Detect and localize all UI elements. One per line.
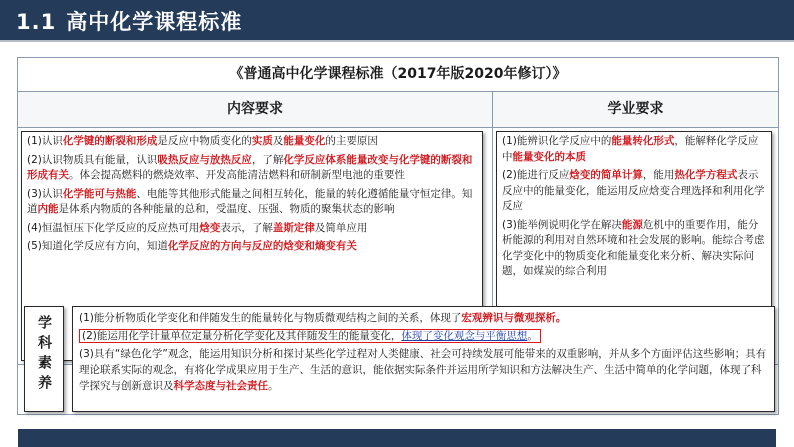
content-item-4: (4)恒温恒压下化学反应的反应热可用焓变表示，了解盖斯定律及简单应用 [27, 221, 368, 234]
content-item-2: (2)认识物质具有能量，认识吸热反应与放热反应，了解化学反应体系能量改变与化学键的断裂和形成有关。体会提高燃料的燃烧效率、开发高能清洁燃料和研制新型电池的重要性 [27, 153, 473, 181]
literacy-item-3: (3)具有“绿色化学”观念，能运用知识分析和探讨某些化学过程对人类健康、社会可持续发展可能带来的双重影响，并从多个方面评估这些影响；具有理论联系实际的观念，有将化学成果应用于生产、生活的意识，能依据实际条件并运用所学知识和方法解决生产、生活中简单的化学问题，体现了科学探究与创新意识及科学态度与社会责任。 [79, 348, 767, 392]
academic-item-3: (3)能举例说明化学在解决能源危机中的重要作用，能分析能源的利用对自然环境和社会发展的影响。能综合考虑化学变化中的物质变化和能量变化来分析、解决实际问题，如煤炭的综合利用 [502, 218, 765, 277]
page-header [0, 0, 794, 40]
literacy-content-box [72, 306, 775, 412]
literacy-label-box [24, 306, 64, 412]
academic-item-1: (1)能辨识化学反应中的能量转化形式，能解释化学反应中能量变化的本质 [502, 135, 759, 163]
literacy-item-2-frame: (2)能运用化学计量单位定量分析化学变化及其伴随发生的能量变化，体现了变化观念与平衡思想。 [79, 329, 541, 343]
academic-item-2: (2)能进行反应焓变的简单计算，能用热化学方程式表示反应中的能量变化，能运用反应焓变合理选择和利用化学反应 [502, 169, 765, 212]
page-title [16, 6, 242, 36]
section-title: 高中化学课程标准 [66, 10, 243, 34]
literacy-item-2 [79, 328, 768, 344]
content-item-3: (3)认识化学能可与热能、电能等其他形式能量之间相互转化，能量的转化遵循能量守恒定律。知道内能是体系内物质的各种能量的总和，受温度、压强、物质的聚集状态的影响 [27, 187, 473, 215]
content-item-5: (5)知道化学反应有方向，知道化学反应的方向与反应的焓变和熵变有关 [27, 240, 357, 252]
literacy-item-1: (1)能分析物质化学变化和伴随发生的能量转化与物质微观结构之间的关系，体现了宏观辨识与微观探析。 [79, 312, 567, 324]
column-header-academic: 学业要求 [493, 92, 778, 128]
content-item-1: (1)认识化学键的断裂和形成是反应中物质变化的实质及能量变化的主要原因 [27, 135, 378, 147]
literacy-label: 学科素养 [36, 315, 52, 395]
column-header-content: 内容要求 [18, 92, 493, 128]
table-title: 《普通高中化学课程标准（2017年版2020年修订）》 [18, 58, 778, 92]
header-divider [0, 40, 794, 42]
section-number: 1.1 [16, 10, 57, 34]
footer-bar [18, 429, 776, 447]
